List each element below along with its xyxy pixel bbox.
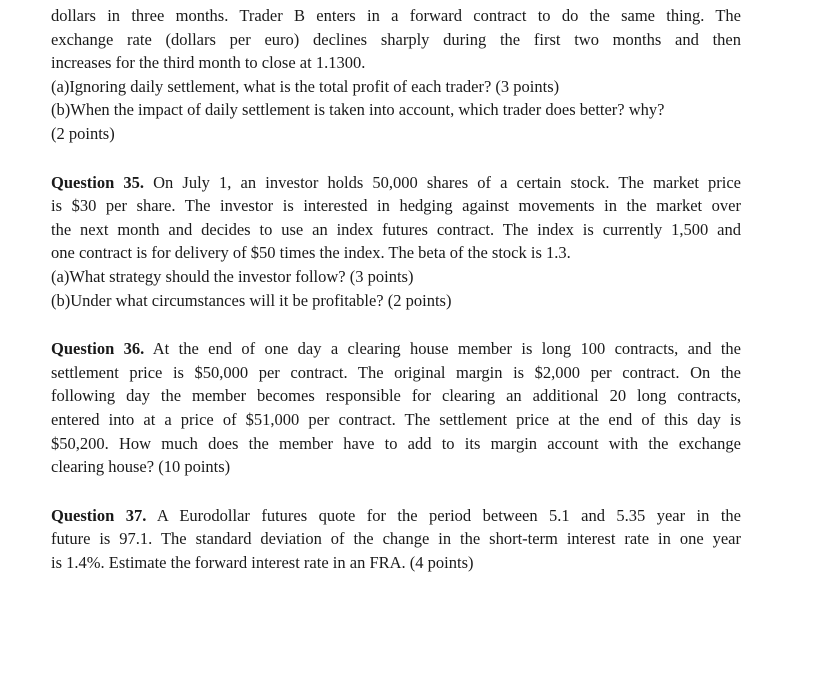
question-35-part-a: (a)What strategy should the investor follow? (3 points) xyxy=(51,266,414,286)
question-34-part-a: (a)Ignoring daily settlement, what is the total profit of each trader? (3 points) xyxy=(51,76,560,96)
question-34-line: increases for the third month to close at 1.1300. xyxy=(51,53,366,73)
question-36-first-line-text: At the end of one day a clearing house member is long 100 contracts, and the xyxy=(144,339,741,359)
question-36 xyxy=(51,337,741,479)
question-36-line: entered into at a price of $51,000 per contract. The settlement price at the end of this day is xyxy=(51,409,741,429)
question-34-part-b: (b)When the impact of daily settlement is taken into account, which trader does better? why? xyxy=(51,100,665,120)
question-36-line: settlement price is $50,000 per contract. The original margin is $2,000 per contract. On the xyxy=(51,362,741,382)
question-36-line: clearing house? (10 points) xyxy=(51,457,231,477)
question-35-line: one contract is for delivery of $50 times the index. The beta of the stock is 1.3. xyxy=(51,243,571,263)
question-36-line: following day the member becomes responsible for clearing an additional 20 long contracts, xyxy=(51,386,741,406)
question-35-first-line xyxy=(51,171,741,195)
question-34-line: exchange rate (dollars per euro) declines sharply during the first two months and then xyxy=(51,29,741,49)
question-34-part-b-points: (2 points) xyxy=(51,123,115,143)
document-page xyxy=(51,4,741,574)
question-34-line: dollars in three months. Trader B enters in a forward contract to do the same thing. The xyxy=(51,6,741,25)
question-34-continuation xyxy=(51,4,741,146)
question-36-heading: Question 36. xyxy=(51,339,145,359)
question-35-part-b: (b)Under what circumstances will it be profitable? (2 points) xyxy=(51,290,452,310)
question-35-first-line-text: On July 1, an investor holds 50,000 shares of a certain stock. The market price xyxy=(144,172,742,192)
question-35 xyxy=(51,171,741,313)
question-35-line: the next month and decides to use an index futures contract. The index is currently 1,500 and xyxy=(51,219,741,239)
question-37-line: is 1.4%. Estimate the forward interest rate in an FRA. (4 points) xyxy=(51,552,474,572)
question-36-first-line xyxy=(51,337,741,361)
question-35-line: is $30 per share. The investor is interested in hedging against movements in the market over xyxy=(51,196,741,216)
question-37 xyxy=(51,504,741,575)
question-35-heading: Question 35. xyxy=(51,172,145,192)
question-37-line: future is 97.1. The standard deviation of the change in the short-term interest rate in one year xyxy=(51,529,741,549)
question-37-first-line xyxy=(51,504,741,528)
question-37-heading: Question 37. xyxy=(51,505,147,525)
question-37-first-line-text: A Eurodollar futures quote for the period between 5.1 and 5.35 year in the xyxy=(146,505,742,525)
question-36-line: $50,200. How much does the member have to add to its margin account with the exchange xyxy=(51,433,741,453)
